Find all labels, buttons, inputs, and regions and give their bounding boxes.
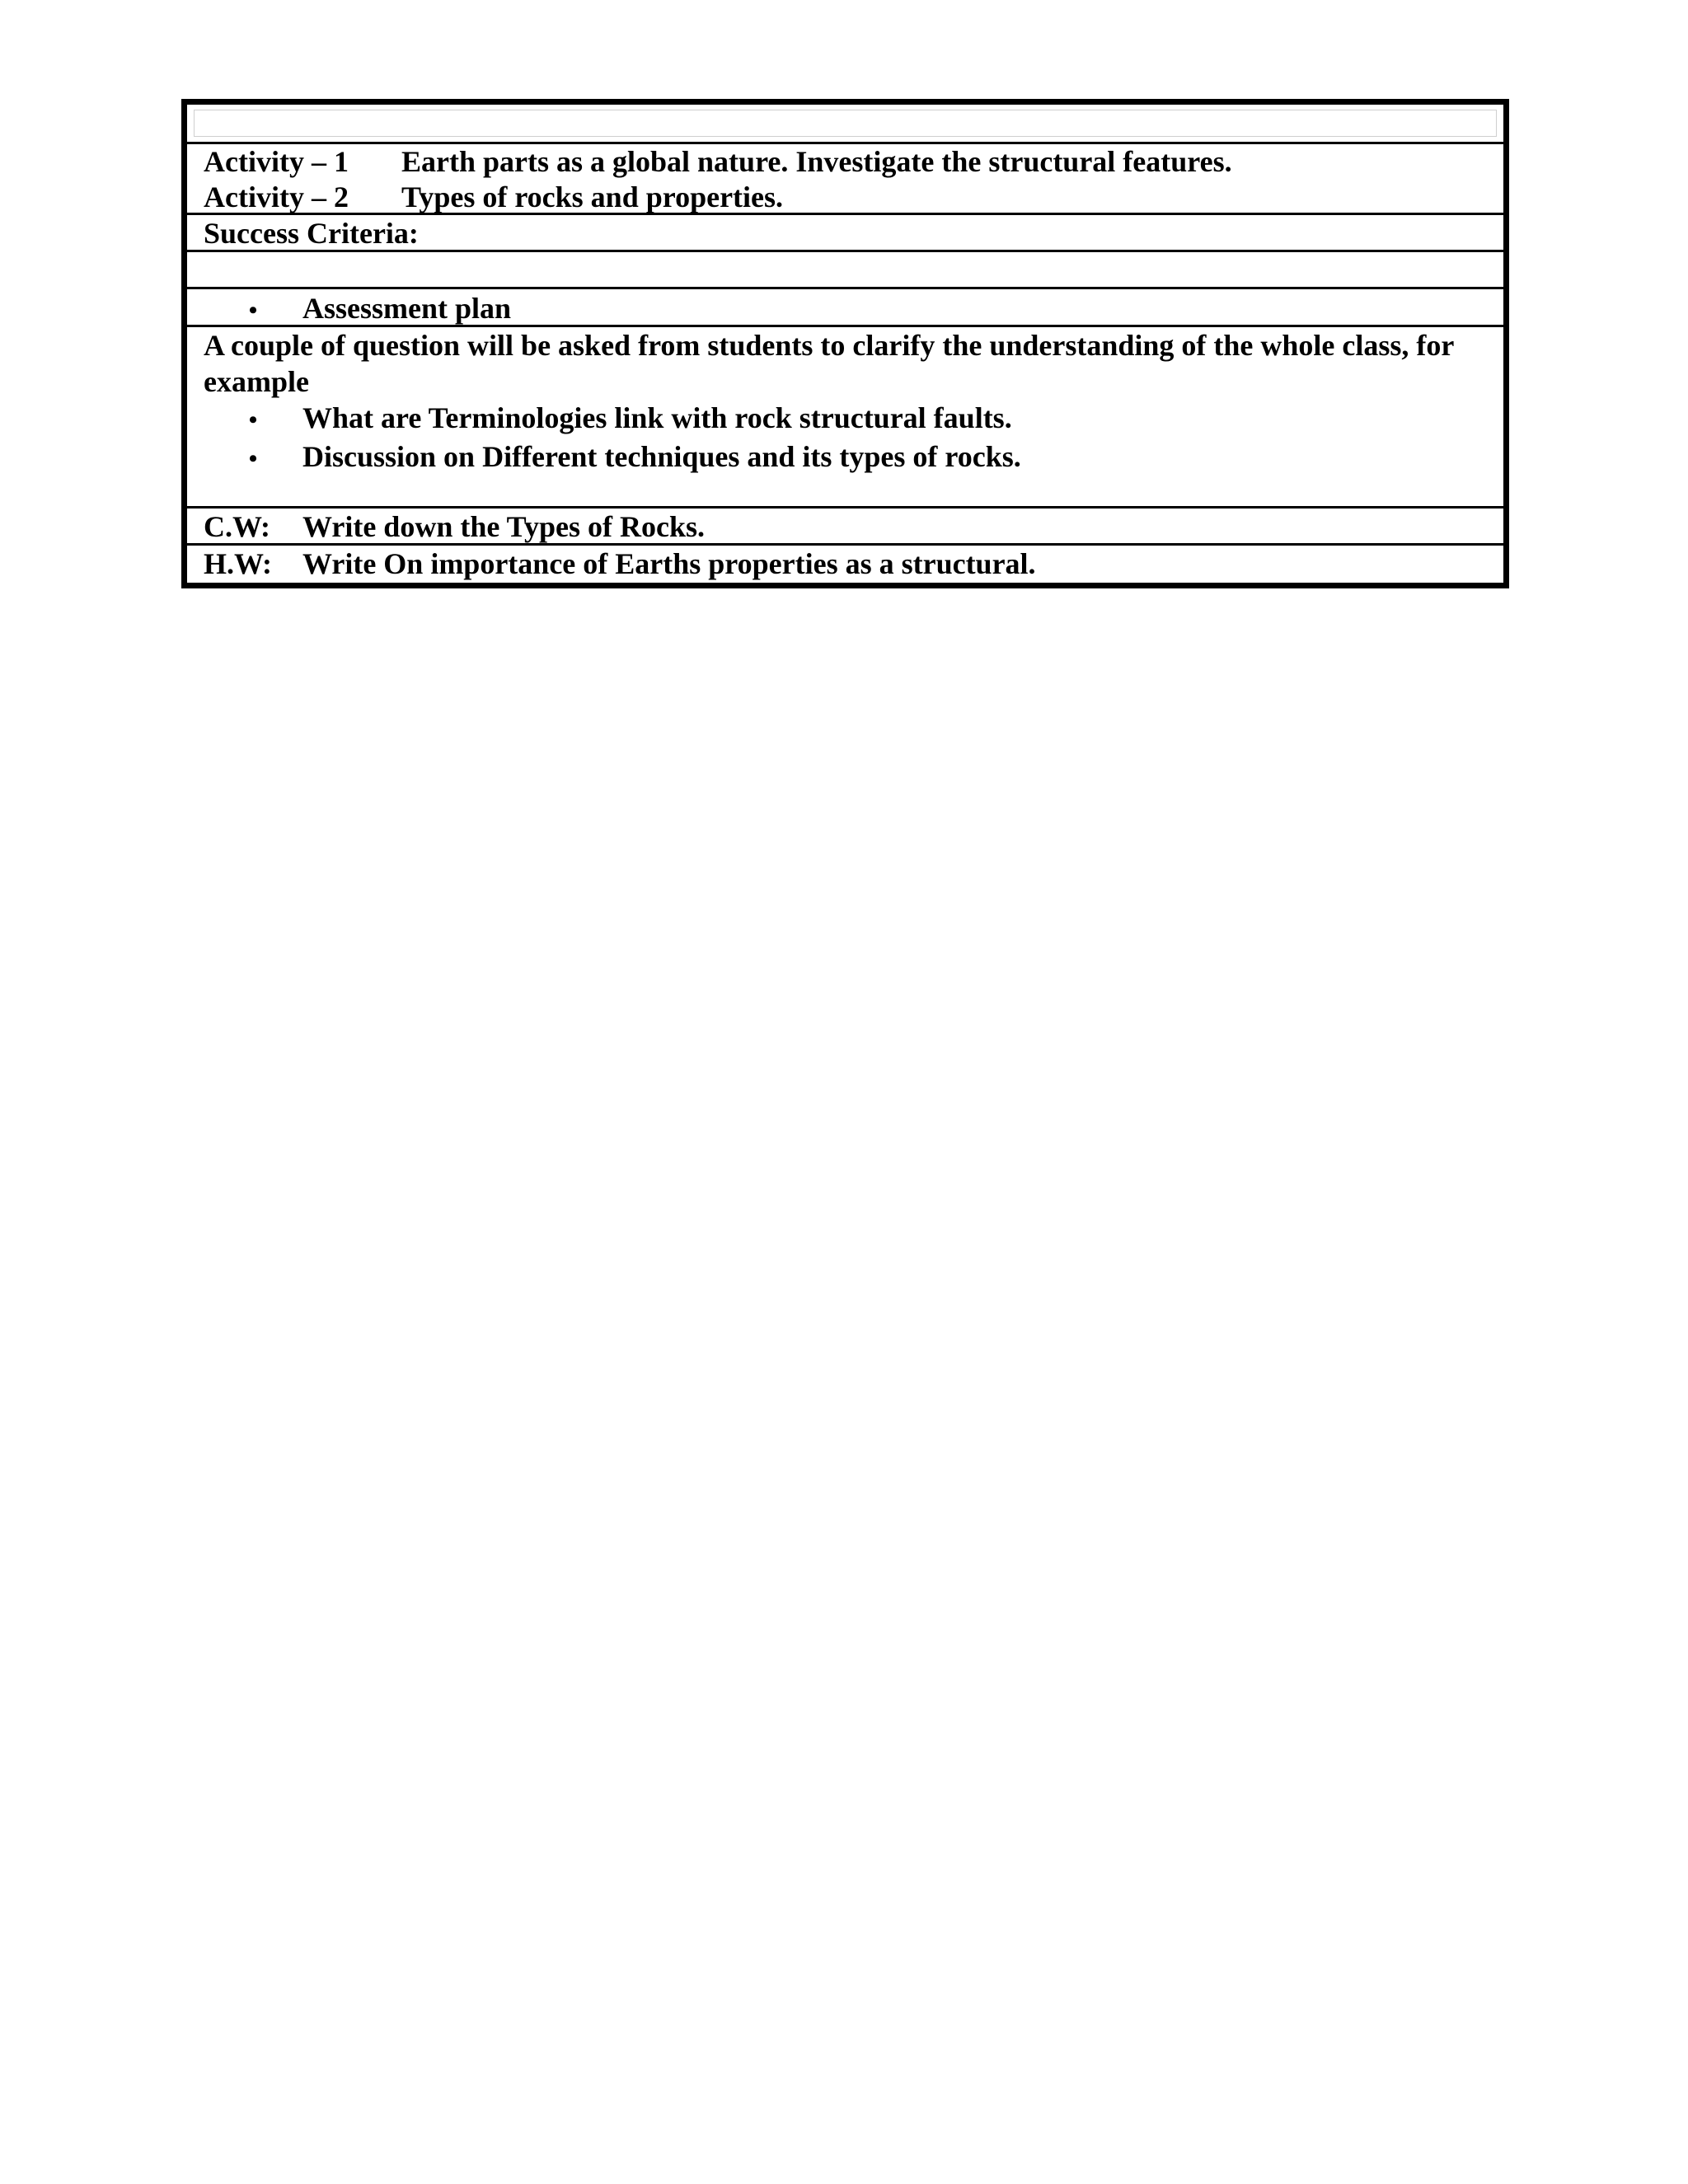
activity-2-label: Activity – 2	[204, 180, 349, 213]
assessment-heading-text: Assessment plan	[302, 292, 512, 325]
success-criteria-label: Success Criteria:	[204, 217, 419, 250]
classwork-text: Write down the Types of Rocks.	[302, 510, 706, 543]
classwork-row	[187, 509, 1503, 546]
bullet-icon: •	[248, 297, 258, 324]
empty-header-cell	[194, 110, 1497, 137]
activity-2	[204, 180, 1487, 215]
blank-row	[187, 252, 1503, 289]
empty-header-row	[187, 105, 1503, 144]
classwork-label: C.W:	[204, 510, 270, 543]
question-text-2: Discussion on Different techniques and its types of rocks.	[302, 440, 1021, 473]
homework-text: Write On importance of Earths properties as a structural.	[302, 547, 1036, 580]
question-item-1	[204, 400, 1487, 438]
activity-1	[204, 144, 1487, 180]
bullet-icon: •	[248, 445, 258, 472]
activity-1-label: Activity – 1	[204, 145, 349, 178]
question-item-2	[204, 438, 1487, 477]
homework-label: H.W:	[204, 547, 273, 580]
assessment-intro: A couple of question will be asked from students to clarify the understanding of the whole class, for example	[204, 329, 1454, 398]
bullet-icon: •	[248, 406, 258, 434]
activity-1-text: Earth parts as a global nature. Investigate the structural features.	[401, 145, 1232, 178]
homework-row	[187, 546, 1503, 583]
success-criteria-row	[187, 215, 1503, 252]
assessment-heading-row	[187, 289, 1503, 327]
activity-2-text: Types of rocks and properties.	[401, 180, 784, 213]
lesson-plan-table	[181, 99, 1509, 588]
activities-row	[187, 144, 1503, 215]
assessment-questions-row	[187, 327, 1503, 509]
question-text-1: What are Terminologies link with rock structural faults.	[302, 401, 1012, 434]
assessment-heading	[204, 289, 1487, 330]
